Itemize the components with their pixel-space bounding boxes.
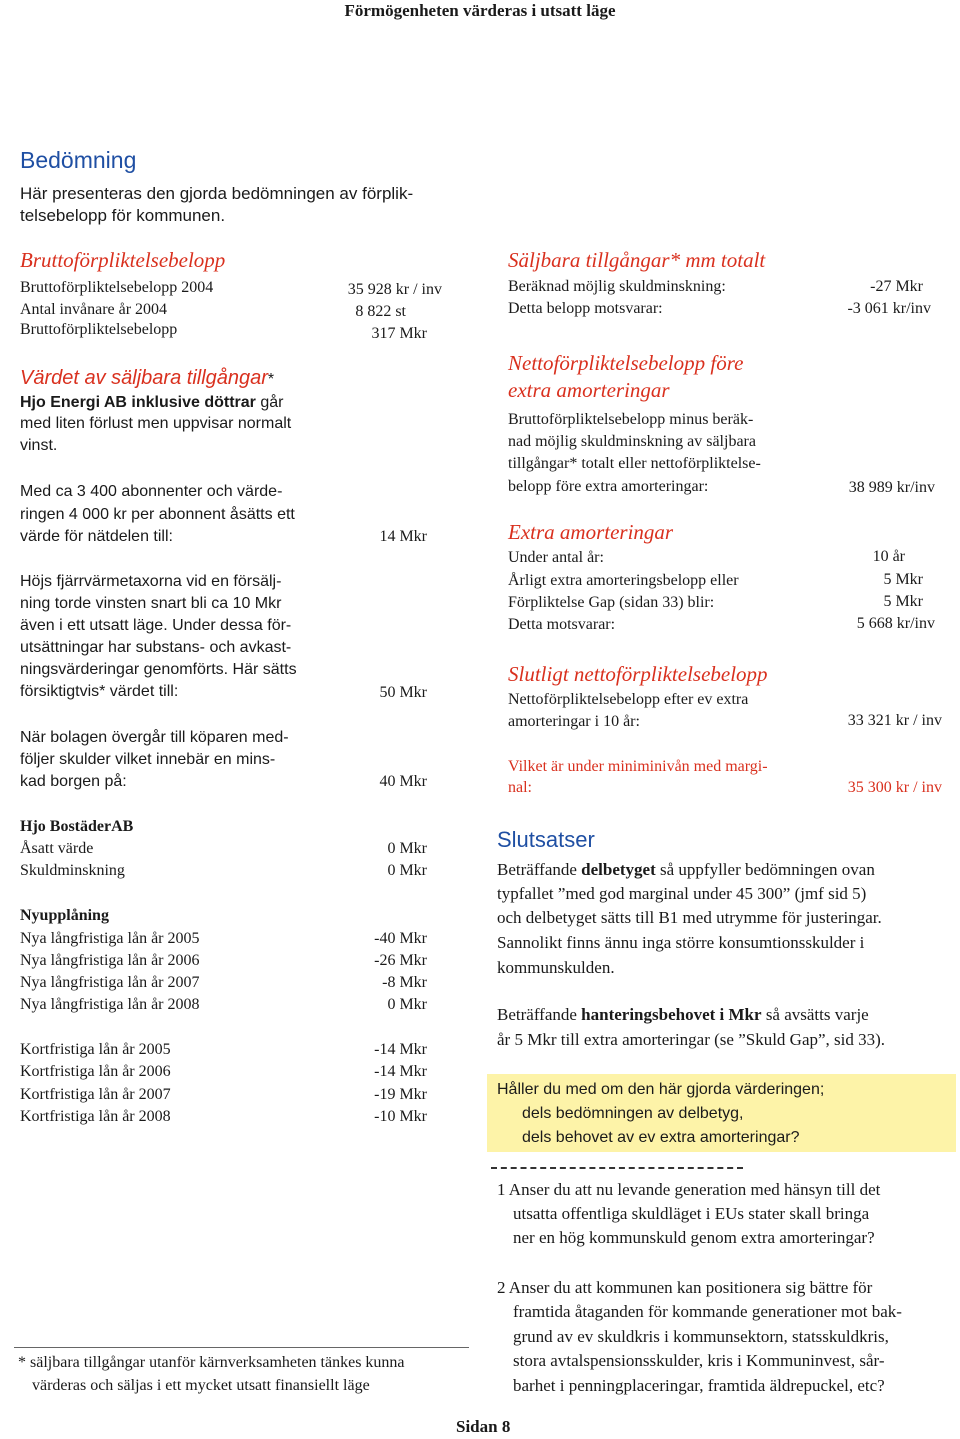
- q2-line: grund av ev skuldkris i kommunsektorn, statsskuldkris,: [513, 1327, 889, 1346]
- extra-title: Extra amorteringar: [508, 520, 674, 544]
- short-loan-value: -14 Mkr: [374, 1063, 427, 1080]
- short-loan-label: Kortfristiga lån år 2005: [20, 1041, 171, 1058]
- dash-separator: [491, 1167, 743, 1169]
- sellable-para2-line: ningsvärderingar genomförts. Här sätts: [20, 661, 297, 678]
- slutsatser-p1-line: Sannolikt finns ännu inga större konsumtionsskulder i: [497, 933, 865, 952]
- long-loan-value: -26 Mkr: [374, 952, 427, 969]
- slutsatser-p1-line: och delbetyget sätts till B1 med utrymme för justeringar.: [497, 908, 882, 927]
- netto-fore-value: 38 989 kr/inv: [848, 479, 935, 496]
- short-loan-label: Kortfristiga lån år 2008: [20, 1108, 171, 1125]
- bedomning-text-line: Här presenteras den gjorda bedömningen av förplik-: [20, 184, 414, 203]
- bedomning-title: Bedömning: [20, 147, 137, 173]
- question-line: Håller du med om den här gjorda värderingen;: [497, 1081, 825, 1098]
- page-number: Sidan 8: [456, 1417, 511, 1436]
- hjo-bostader-title: Hjo BostäderAB: [20, 818, 134, 835]
- slutligt-red-line: nal:: [508, 779, 532, 796]
- p1-bold-term: delbetyget: [581, 860, 656, 879]
- extra-row-value: 10 år: [872, 548, 905, 565]
- sellable-para2-line: även i ett utsatt läge. Under dessa för-: [20, 617, 292, 634]
- long-loan-label: Nya långfristiga lån år 2007: [20, 974, 200, 991]
- slutligt-text-line: amorteringar i 10 år:: [508, 713, 640, 730]
- slutligt-red-value: 35 300 kr / inv: [847, 779, 942, 796]
- slutsatser-title: Slutsatser: [497, 827, 595, 852]
- slutligt-text-line: Nettoförpliktelsebelopp efter ev extra: [508, 691, 749, 708]
- sellable-value-1: 14 Mkr: [379, 528, 427, 545]
- p1-rest: så uppfyller bedömningen ovan: [655, 860, 875, 879]
- long-loan-label: Nya långfristiga lån år 2005: [20, 930, 200, 947]
- long-loan-value: 0 Mkr: [387, 996, 427, 1013]
- footnote-rule: [14, 1347, 469, 1348]
- slutsatser-p1-line: kommunskulden.: [497, 958, 615, 977]
- slutligt-red-line: Vilket är under miniminivån med margi-: [508, 758, 768, 775]
- hjo-bostader-row-label: Åsatt värde: [20, 840, 94, 857]
- sellable-title: [20, 366, 274, 392]
- sellable-total-label: Beräknad möjlig skuldminskning:: [508, 278, 726, 295]
- sellable-intro-line: med liten förlust men uppvisar normalt: [20, 415, 292, 432]
- sellable-total-value: -27 Mkr: [870, 278, 923, 295]
- sellable-value-2: 50 Mkr: [379, 684, 427, 701]
- q2-line: stora avtalspensionsskulder, kris i Kommuninvest, sår-: [513, 1351, 885, 1370]
- sellable-intro-line: [20, 393, 283, 413]
- extra-row-value: 5 668 kr/inv: [856, 615, 935, 632]
- slutligt-title: Slutligt nettoförpliktelsebelopp: [508, 662, 768, 686]
- brutto-row-label: Bruttoförpliktelsebelopp 2004: [20, 279, 214, 296]
- sellable-para2-line: försiktigtvis* värdet till:: [20, 683, 179, 700]
- sellable-para3-line: kad borgen på:: [20, 773, 127, 790]
- hjo-bostader-row-value: 0 Mkr: [387, 862, 427, 879]
- sellable-para2-line: Höjs fjärrvärmetaxorna vid en försälj-: [20, 573, 282, 590]
- sellable-para1-line: ringen 4 000 kr per abonnent åsätts ett: [20, 506, 295, 523]
- sellable-para2-line: ning torde vinsten snart bli ca 10 Mkr: [20, 595, 282, 612]
- long-loan-label: Nya långfristiga lån år 2008: [20, 996, 200, 1013]
- hjo-bostader-row-value: 0 Mkr: [387, 840, 427, 857]
- brutto-row-value: 35 928 kr / inv: [347, 281, 442, 298]
- sellable-total-value: -3 061 kr/inv: [847, 300, 931, 317]
- q1-line: ner en hög kommunskuld genom extra amorteringar?: [513, 1228, 875, 1247]
- p2-bold-term: hanteringsbehovet i Mkr: [581, 1005, 762, 1024]
- short-loan-label: Kortfristiga lån år 2006: [20, 1063, 171, 1080]
- slutsatser-p2-line: [497, 1004, 869, 1026]
- question-line: dels behovet av ev extra amorteringar?: [522, 1129, 800, 1146]
- netto-fore-title: Nettoförpliktelsebelopp före: [508, 351, 744, 375]
- sellable-title-star: *: [267, 371, 275, 388]
- slutsatser-p1-line: [497, 859, 875, 881]
- sellable-intro-rest: går: [255, 394, 284, 411]
- hjo-energi-name: Hjo Energi AB inklusive döttrar: [20, 394, 256, 411]
- footnote-line: värderas och säljas i ett mycket utsatt finansiellt läge: [32, 1377, 370, 1394]
- question-line: dels bedömningen av delbetyg,: [522, 1105, 744, 1122]
- short-loan-label: Kortfristiga lån år 2007: [20, 1086, 171, 1103]
- sellable-total-label: Detta belopp motsvarar:: [508, 300, 663, 317]
- long-loan-label: Nya långfristiga lån år 2006: [20, 952, 200, 969]
- extra-row-label: Förpliktelse Gap (sidan 33) blir:: [508, 594, 715, 611]
- p2-rest: så avsätts varje: [761, 1005, 869, 1024]
- short-loan-value: -10 Mkr: [374, 1108, 427, 1125]
- sellable-para1-line: värde för nätdelen till:: [20, 528, 173, 545]
- sellable-value-3: 40 Mkr: [379, 773, 427, 790]
- short-loan-value: -14 Mkr: [374, 1041, 427, 1058]
- q2-line: framtida åtaganden för kommande generationer mot bak-: [513, 1302, 902, 1321]
- sellable-intro-line: vinst.: [20, 437, 58, 454]
- extra-row-value: 5 Mkr: [883, 593, 923, 610]
- page-header: Förmögenheten värderas i utsatt läge: [344, 1, 616, 20]
- brutto-row-value: 317 Mkr: [371, 325, 427, 342]
- p2-lead: Beträffande: [497, 1005, 582, 1024]
- q1-line: 1 Anser du att nu levande generation med hänsyn till det: [497, 1180, 881, 1199]
- short-loan-value: -19 Mkr: [374, 1086, 427, 1103]
- p1-lead: Beträffande: [497, 860, 582, 879]
- bedomning-text-line: telsebelopp för kommunen.: [20, 206, 226, 225]
- extra-row-label: Detta motsvarar:: [508, 616, 616, 633]
- brutto-row-label: Antal invånare år 2004: [20, 301, 168, 318]
- long-loan-value: -8 Mkr: [382, 974, 427, 991]
- slutsatser-p1-line: typfallet ”med god marginal under 45 300” (jmf sid 5): [497, 884, 867, 903]
- sellable-para2-line: utsättningar har substans- och avkast-: [20, 639, 292, 656]
- netto-fore-text-line: nad möjlig skuldminskning av säljbara: [508, 433, 756, 450]
- netto-fore-text-line: belopp före extra amorteringar:: [508, 478, 709, 495]
- slutligt-value: 33 321 kr / inv: [847, 712, 942, 729]
- sellable-title-text: Värdet av säljbara tillgångar: [20, 367, 268, 389]
- extra-row-label: Årligt extra amorteringsbelopp eller: [508, 572, 739, 589]
- extra-row-value: 5 Mkr: [883, 571, 923, 588]
- sellable-para3-line: följer skulder vilket innebär en mins-: [20, 751, 276, 768]
- nyupplaning-title: Nyupplåning: [20, 907, 109, 924]
- q2-line: 2 Anser du att kommunen kan positionera sig bättre för: [497, 1278, 873, 1297]
- brutto-row-label: Bruttoförpliktelsebelopp: [20, 321, 178, 338]
- extra-row-label: Under antal år:: [508, 549, 604, 566]
- brutto-row-value: 8 822 st: [355, 303, 406, 320]
- netto-fore-text-line: Bruttoförpliktelsebelopp minus beräk-: [508, 411, 754, 428]
- q2-line: barhet i penningplaceringar, framtida äldrepuckel, etc?: [513, 1376, 885, 1395]
- sellable-para1-line: Med ca 3 400 abonnenter och värde-: [20, 483, 283, 500]
- footnote-line: * säljbara tillgångar utanför kärnverksamheten tänkes kunna: [18, 1354, 405, 1371]
- q1-line: utsatta offentliga skuldläget i EUs stater skall bringa: [513, 1204, 870, 1223]
- netto-fore-title: extra amorteringar: [508, 378, 670, 402]
- sellable-para3-line: När bolagen övergår till köparen med-: [20, 729, 289, 746]
- sellable-total-title: Säljbara tillgångar* mm totalt: [508, 248, 766, 272]
- slutsatser-p2-line: år 5 Mkr till extra amorteringar (se ”Skuld Gap”, sid 33).: [497, 1030, 886, 1049]
- hjo-bostader-row-label: Skuldminskning: [20, 862, 125, 879]
- netto-fore-text-line: tillgångar* totalt eller nettoförpliktelse-: [508, 455, 761, 472]
- long-loan-value: -40 Mkr: [374, 930, 427, 947]
- brutto-title: Bruttoförpliktelsebelopp: [20, 248, 226, 272]
